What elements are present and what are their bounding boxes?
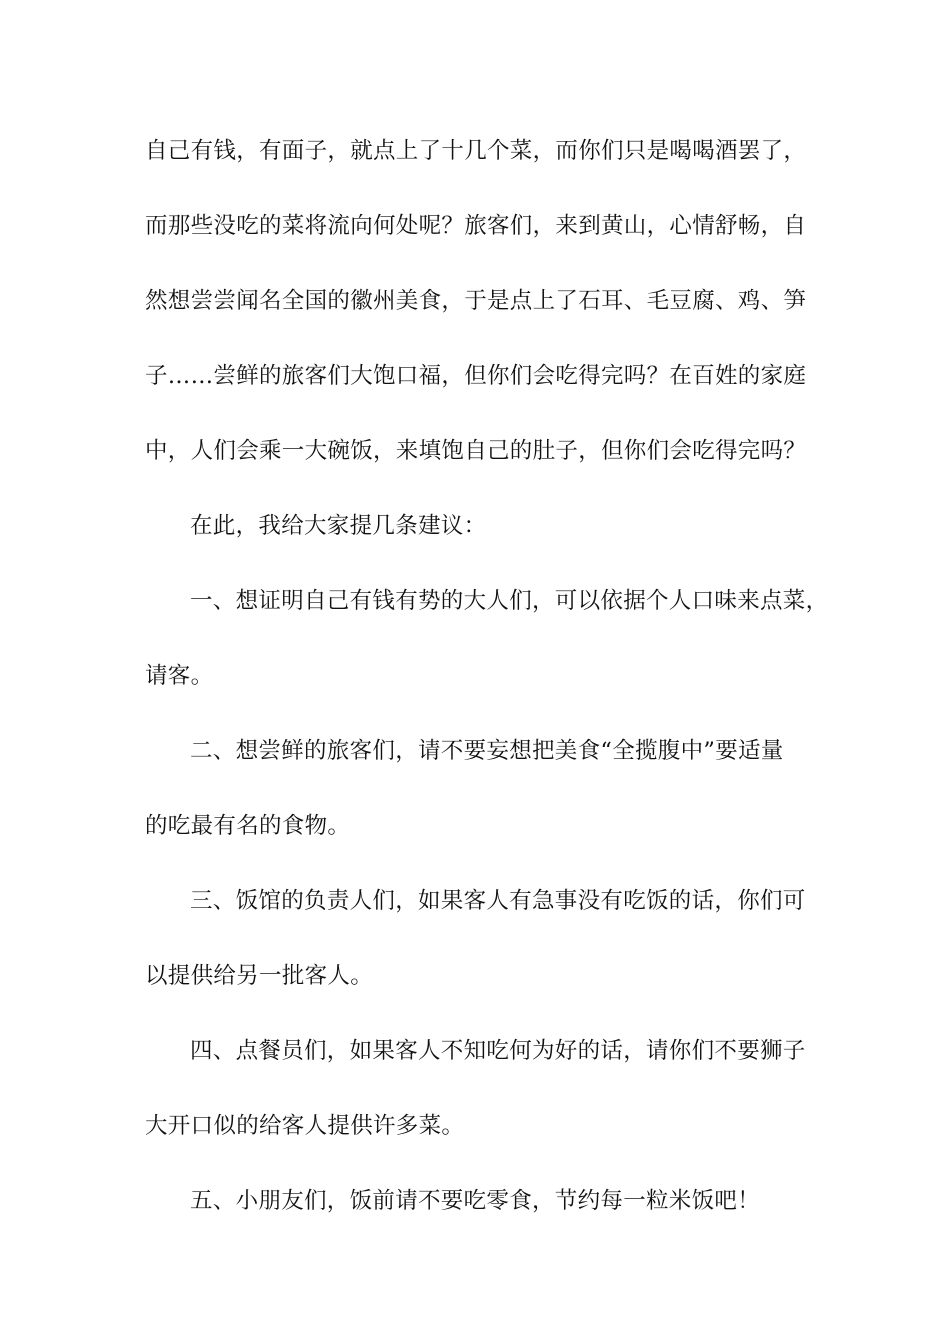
suggestion-4-line: 大开口似的给客人提供许多菜。 <box>145 1113 465 1139</box>
suggestion-2-line: 二、想尝鲜的旅客们，请不要妄想把美食“全揽腹中”要适量 <box>190 738 784 764</box>
suggestion-3-line: 以提供给另一批客人。 <box>145 963 374 989</box>
suggestion-2-line: 的吃最有名的食物。 <box>145 813 351 839</box>
body-text-line: 中，人们会乘一大碗饭，来填饱自己的肚子，但你们会吃得完吗？ <box>145 438 807 464</box>
suggestion-4-line: 四、点餐员们，如果客人不知吃何为好的话，请你们不要狮子 <box>190 1038 806 1064</box>
paragraph-intro: 在此，我给大家提几条建议： <box>190 513 487 539</box>
body-text-line: 然想尝尝闻名全国的徽州美食，于是点上了石耳、毛豆腐、鸡、笋 <box>145 288 807 314</box>
suggestion-1-line: 一、想证明自己有钱有势的大人们，可以依据个人口味来点菜， <box>190 588 829 614</box>
suggestion-5-line: 五、小朋友们，饭前请不要吃零食，节约每一粒米饭吧！ <box>190 1188 761 1214</box>
suggestion-1-line: 请客。 <box>145 663 214 689</box>
body-text-line: 而那些没吃的菜将流向何处呢？旅客们，来到黄山，心情舒畅，自 <box>145 213 807 239</box>
body-text-line: 自己有钱，有面子，就点上了十几个菜，而你们只是喝喝酒罢了， <box>145 138 807 164</box>
body-text-line: 子……尝鲜的旅客们大饱口福，但你们会吃得完吗？在百姓的家庭 <box>145 363 807 389</box>
suggestion-3-line: 三、饭馆的负责人们，如果客人有急事没有吃饭的话，你们可 <box>190 888 806 914</box>
